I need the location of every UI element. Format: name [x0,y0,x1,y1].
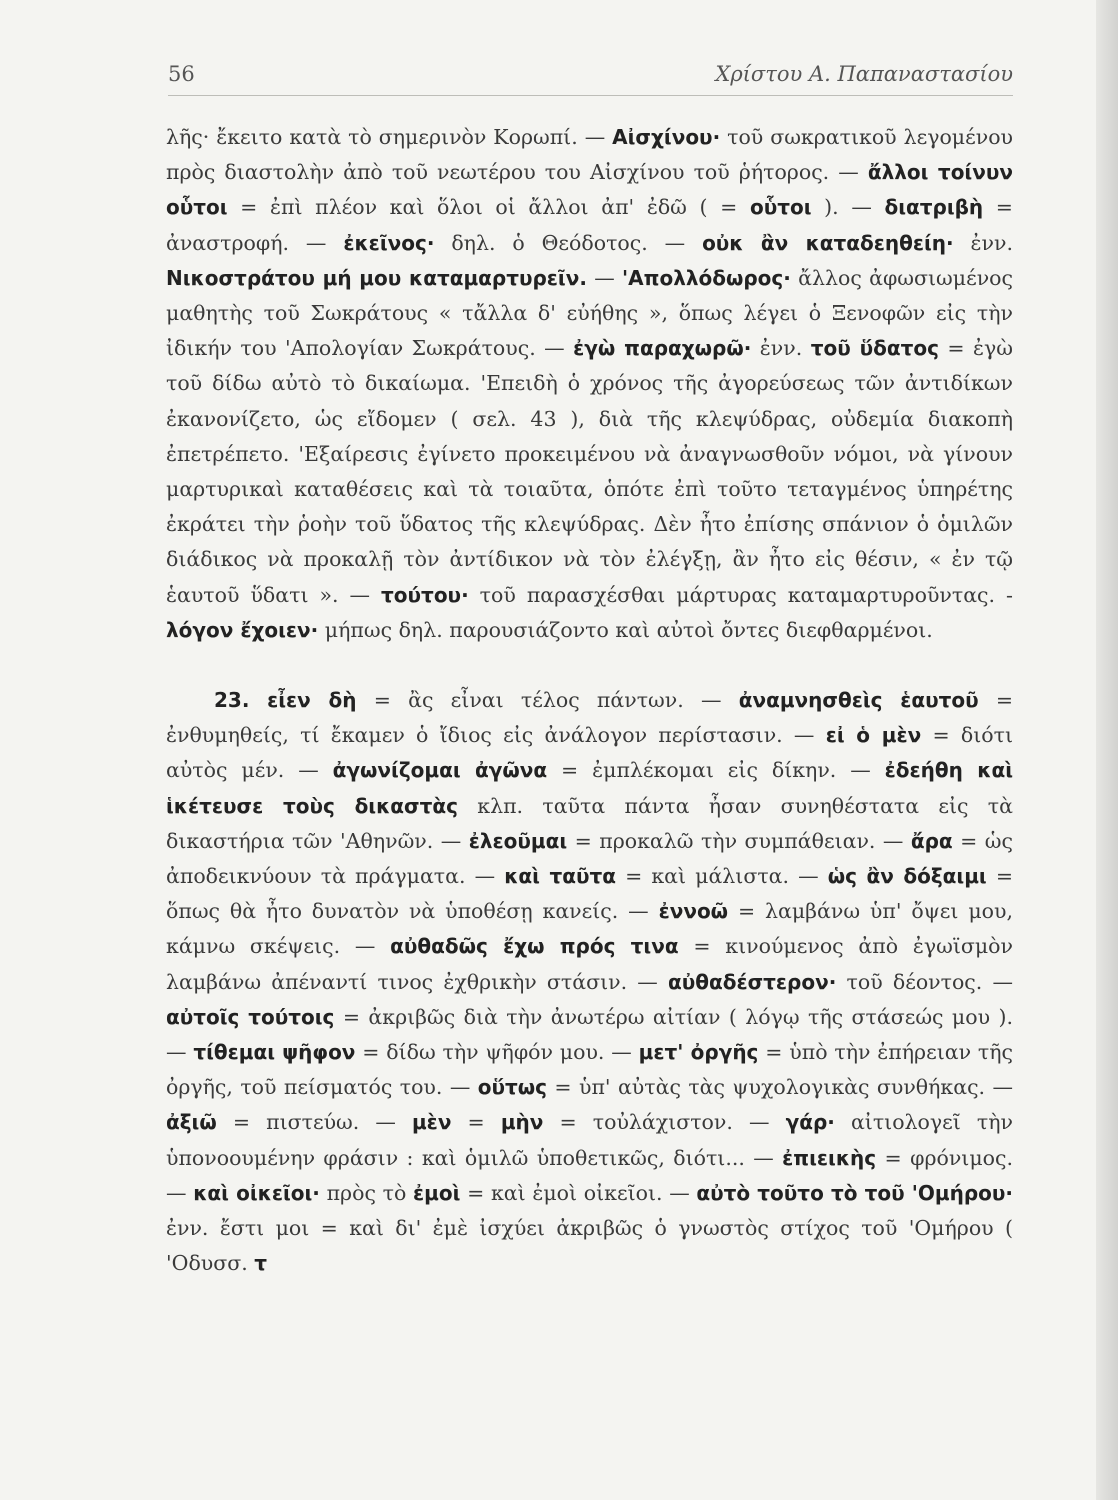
gloss-text: — [586,265,623,290]
lemma-term: αὐθαδῶς ἔχω πρός τινα [390,934,679,959]
running-header [168,56,1013,96]
page-number: 56 [168,62,195,86]
commentary-body [166,120,1013,1282]
lemma-term: ὡς ἂν δόξαιμι [827,864,987,889]
lemma-term: καὶ ταῦτα [504,864,616,889]
running-title: Χρίστου Α. Παπαναστασίου [715,62,1013,86]
lemma-term: μὲν [411,1110,452,1135]
gloss-text: = ἀκριβῶς διὰ τὴν ἀνωτέρω αἰτίαν ( λόγῳ τῆς στάσεώς μου ). — [166,1004,1013,1065]
lemma-term: ἐκεῖνος· [343,230,435,255]
lemma-term: τίθεμαι ψῆφον [193,1040,356,1065]
gloss-text: = τοὐλάχιστον. — [543,1110,786,1135]
gloss-text: = διότι αὐτὸς μέν. — [166,723,1013,783]
lemma-term: αὐτοῖς τούτοις [166,1004,335,1029]
lemma-term: εἰ ὁ μὲν [825,723,922,748]
lemma-term: μετ' ὀργῆς [638,1040,759,1065]
lemma-term: Αἰσχίνου· [612,125,721,149]
gloss-text: = ὡς ἀποδεικνύουν τὰ πράγματα. — [166,828,1013,889]
lemma-term: ἀγωνίζομαι ἀγῶνα [332,758,548,783]
gloss-text: = ἐγὼ τοῦ δίδω αὐτὸ τὸ δικαίωμα. 'Επειδὴ ὁ χρόνος τῆς ἀγορεύσεως τῶν ἀντιδίκων ἐκανονίζετο, ὡς εἴδομεν ( σελ. 43 ), διὰ τῆς κλεψύδρας, οὐδεμία διακοπὴ ἐπετρέπετο. 'Εξαίρεσις ἐγίνετο προκειμένου νὰ ἀναγνωσθοῦν νόμοι, νὰ γίνουν μαρτυρικαὶ καταθέσεις καὶ τὰ τοιαῦτα, ὁπότε ἐπὶ τοῦτο τεταγμένος ὑπηρέτης ἐκράτει τὴν ῥοὴν τοῦ ὕδατος τῆς κλεψύδρας. Δὲν ἦτο ἐπίσης σπάνιον ὁ ὁμιλῶν διάδικος νὰ προκαλῇ τὸν ἀντίδικον νὰ τὸν ἐλέγξῃ, ἂν ἦτο εἰς θέσιν, « ἐν τῷ ἑαυτοῦ ὕδατι ». — [166,336,1013,607]
page-edge-shadow [1096,0,1118,1500]
lemma-term: τοῦ ὕδατος [810,336,939,361]
gloss-text: ). — [811,195,885,220]
gloss-text: πρὸς τὸ [319,1180,414,1205]
gloss-text: = φρόνιμος. — [166,1145,1013,1205]
lemma-term: ἄλλοι τοίνυν οὗτοι [166,160,1013,220]
header-rule [168,95,1013,96]
lemma-term: τούτου· [381,582,469,607]
lemma-term: τ [254,1251,268,1276]
gloss-text: αἰτιολογεῖ τὴν ὑπονοουμένην φράσιν : καὶ ὁμιλῶ ὑποθετικῶς, διότι... — [166,1110,1013,1170]
gloss-text: = ἐμπλέκομαι εἰς δίκην. — [547,758,885,783]
lemma-term: καὶ οἰκεῖοι· [193,1180,320,1205]
gloss-text: = καὶ ἐμοὶ οἰκεῖοι. — [460,1180,697,1205]
lemma-term: αὐτὸ τοῦτο τὸ τοῦ 'Ομήρου· [696,1180,1013,1205]
gloss-text: μήπως δηλ. παρουσιάζοντο καὶ αὐτοὶ ὄντες διεφθαρμένοι. [318,617,933,642]
lemma-term: μὴν [500,1110,544,1135]
gloss-text: = ἂς εἶναι τέλος πάντων. — [356,688,739,713]
gloss-text: = λαμβάνω ὑπ' ὄψει μου, κάμνω σκέψεις. — [166,899,1013,959]
lemma-term: λόγον ἔχοιεν· [166,617,319,642]
lemma-term: ἀξιῶ [166,1110,217,1135]
paragraph-2 [166,683,1013,1281]
gloss-text: λῆς· ἔκειτο κατὰ τὸ σημερινὸν Κορωπί. — [166,125,613,149]
paragraph-1 [166,120,1013,648]
lemma-term: αὐθαδέστερον· [667,969,837,994]
lemma-term: ἐμοὶ [413,1180,461,1205]
lemma-term: ἐλεοῦμαι [468,828,568,853]
gloss-text: τοῦ παρασχέσθαι μάρτυρας καταμαρτυροῦντας. - [468,582,1013,607]
gloss-text: τοῦ δέοντος. — [836,969,1013,994]
lemma-term: ἐπιεικὴς [782,1145,877,1170]
lemma-term: γάρ· [785,1110,835,1135]
lemma-term: Νικοστράτου μή μου καταμαρτυρεῖν. [166,265,587,290]
lemma-term: 'Απολλόδωρος· [622,265,791,290]
gloss-text: = ἐπὶ πλέον καὶ ὅλοι οἱ ἄλλοι ἀπ' ἐδῶ ( = [227,195,750,220]
gloss-text: = ἀναστροφή. — [166,195,1013,255]
gloss-text: τοῦ σωκρατικοῦ λεγομένου πρὸς διαστολὴν ἀπὸ τοῦ νεωτέρου του Αἰσχίνου τοῦ ῥήτορος. — [166,125,1014,185]
gloss-text: = κινούμενος ἀπὸ ἐγωϊσμὸν λαμβάνω ἀπέναντί τινος ἐχθρικὴν στάσιν. — [166,934,1013,994]
lemma-term: 23. εἶεν δὴ [214,688,357,713]
lemma-term: οὗτοι [749,195,812,220]
gloss-text: = ὅπως θὰ ἦτο δυνατὸν νὰ ὑποθέσῃ κανείς. — [166,864,1013,924]
lemma-term: ἄρα [910,828,953,853]
gloss-text: ἄλλος ἀφωσιωμένος μαθητὴς τοῦ Σωκράτους « τἄλλα δ' εὐήθης », ὅπως λέγει ὁ Ξενοφῶν εἰς τὴν ἰδικήν του 'Απολογίαν Σωκράτους. — [166,265,1013,361]
gloss-text: = πιστεύω. — [216,1110,412,1135]
gloss-text: = [451,1110,501,1135]
gloss-text: κλπ. ταῦτα πάντα ἦσαν συνηθέστατα εἰς τὰ δικαστήρια τῶν 'Αθηνῶν. — [166,793,1013,853]
gloss-text: = ἐνθυμηθείς, τί ἔκαμεν ὁ ἴδιος εἰς ἀνάλογον περίστασιν. — [166,688,1014,748]
lemma-term: ἐγὼ παραχωρῶ· [573,336,752,361]
gloss-text: = ὑπ' αὐτὰς τὰς ψυχολογικὰς συνθήκας. — [546,1075,1013,1100]
gloss-text: = καὶ μάλιστα. — [616,864,828,889]
lemma-term: ἀναμνησθεὶς ἑαυτοῦ [738,688,979,713]
gloss-text: δηλ. ὁ Θεόδοτος. — [434,230,703,255]
gloss-text: = προκαλῶ τὴν συμπάθειαν. — [567,828,911,853]
lemma-term: ἐννοῶ [658,899,729,924]
lemma-term: διατριβὴ [884,195,984,220]
gloss-text: ἐνν. [751,336,811,361]
lemma-term: οὐκ ἂν καταδεηθείη· [702,230,954,255]
lemma-term: οὕτως [477,1075,547,1100]
gloss-text: ἐνν. [953,230,1013,255]
gloss-text: = δίδω τὴν ψῆφόν μου. — [355,1040,639,1065]
gloss-text: = ὑπὸ τὴν ἐπήρειαν τῆς ὀργῆς, τοῦ πείσματός του. — [166,1040,1013,1100]
gloss-text: ἐνν. ἔστι μοι = καὶ δι' ἐμὲ ἰσχύει ἀκριβῶς ὁ γνωστὸς στίχος τοῦ 'Ομήρου ( 'Οδυσσ. [166,1216,1013,1276]
lemma-term: ἐδεήθη καὶ ἱκέτευσε τοὺς δικαστὰς [166,758,1014,818]
